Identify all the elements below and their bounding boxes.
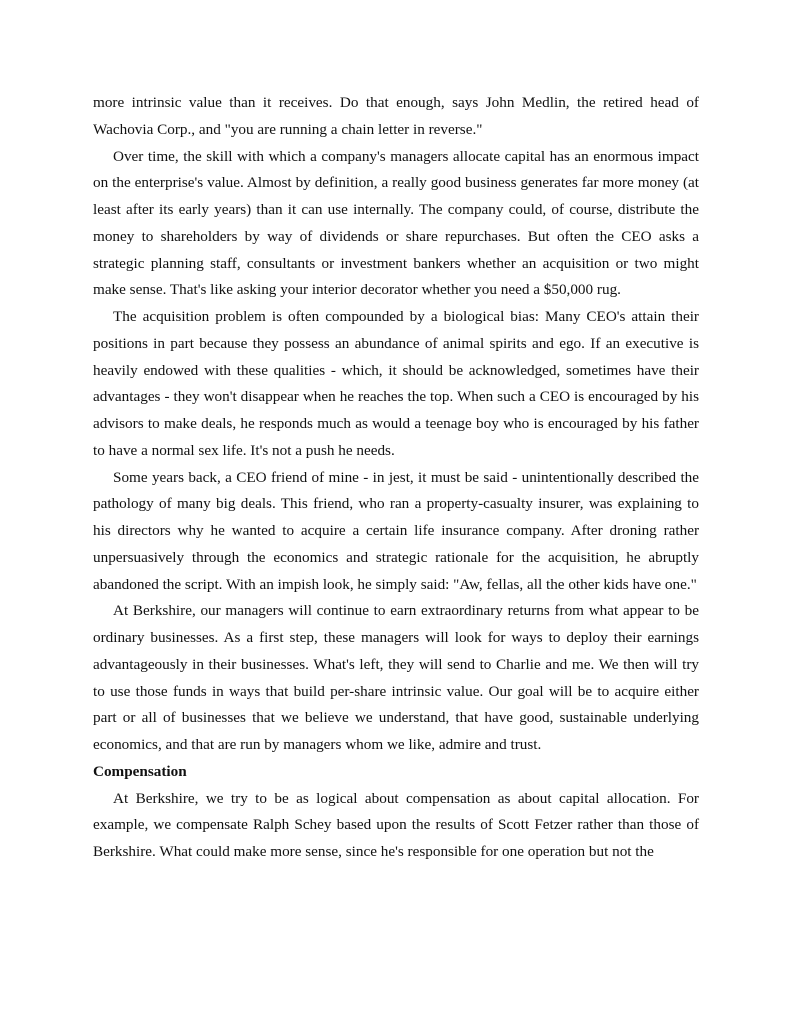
paragraph-acquisition-problem: The acquisition problem is often compounded by a biological bias: Many CEO's attain their positions in part because they possess an abundance of animal spirits and ego. If an executive is heavily endowed with these qualities - which, it should be acknowledged, sometimes have their advantages - they won't disappear when he reaches the top. When such a CEO is encouraged by his advisors to make deals, he responds much as would a teenage boy who is encouraged by his father to have a normal sex life. It's not a push he needs. bbox=[93, 308, 699, 459]
section-heading-compensation: Compensation bbox=[93, 762, 187, 780]
paragraph-continuation: more intrinsic value than it receives. Do that enough, says John Medlin, the retired head of Wachovia Corp., and "you are running a chain letter in reverse." bbox=[93, 94, 699, 138]
paragraph-capital-allocation: Over time, the skill with which a company's managers allocate capital has an enormous impact on the enterprise's value. Almost by definition, a really good business generates far more money (at least after its early years) than it can use internally. The company could, of course, distribute the money to shareholders by way of dividends or share repurchases. But often the CEO asks a strategic planning staff, consultants or investment bankers whether an acquisition or two might make sense. That's like asking your interior decorator whether you need a $50,000 rug. bbox=[93, 147, 699, 299]
paragraph-compensation: At Berkshire, we try to be as logical about compensation as about capital allocation. For example, we compensate Ralph Schey based upon the results of Scott Fetzer rather than those of Berkshire. What could make more sense, since he's responsible for one operation but not the bbox=[93, 789, 699, 860]
paragraph-ceo-friend: Some years back, a CEO friend of mine - in jest, it must be said - unintentionally described the pathology of many big deals. This friend, who ran a property-casualty insurer, was explaining to his directors why he wanted to acquire a certain life insurance company. After droning rather unpersuasively through the economics and strategic rationale for the acquisition, he abruptly abandoned the script. With an impish look, he simply said: "Aw, fellas, all the other kids have one." bbox=[93, 468, 699, 593]
paragraph-berkshire-managers: At Berkshire, our managers will continue to earn extraordinary returns from what appear to be ordinary businesses. As a first step, these managers will look for ways to deploy their earnings advantageously in their businesses. What's left, they will send to Charlie and me. We then will try to use those funds in ways that build per-share intrinsic value. Our goal will be to acquire either part or all of businesses that we believe we understand, that have good, sustainable underlying economics, and that are run by managers whom we like, admire and trust. bbox=[93, 602, 699, 753]
document-page bbox=[93, 90, 699, 866]
